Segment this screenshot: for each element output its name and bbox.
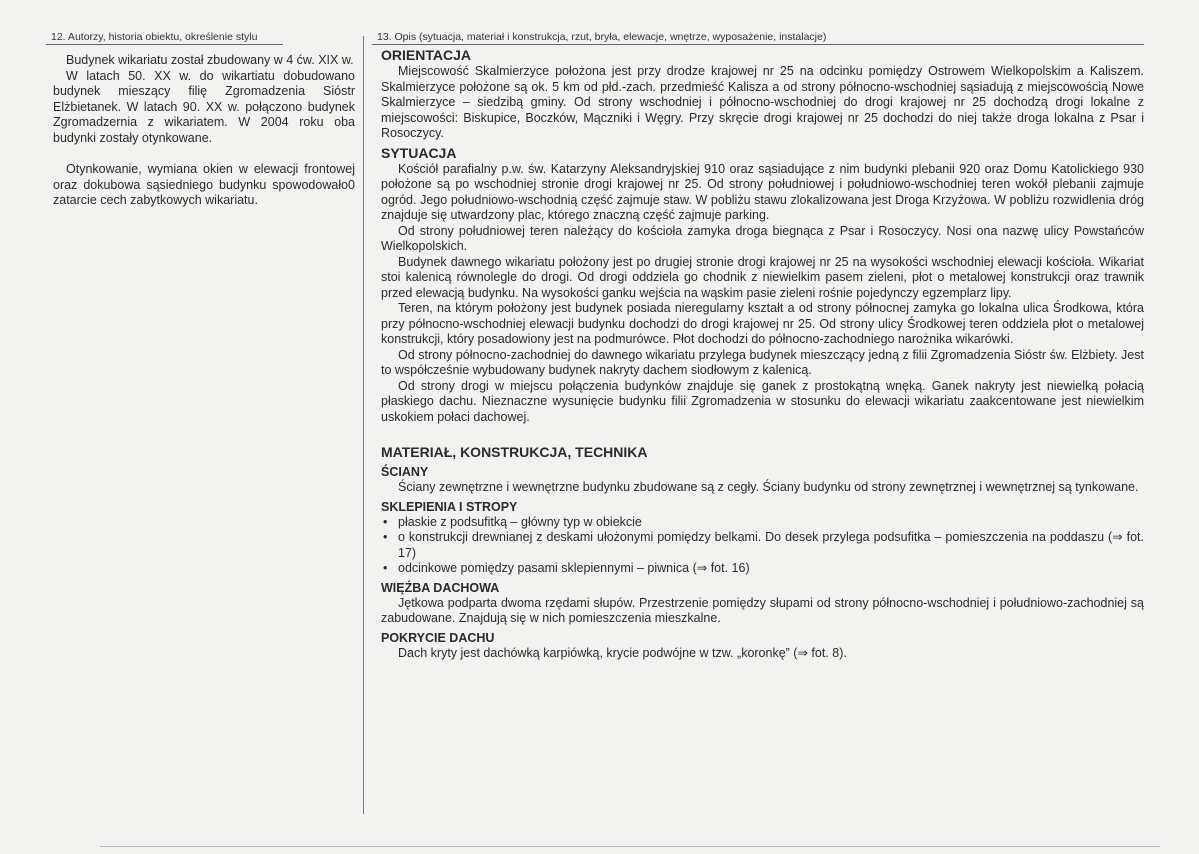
bullet-icon: •: [383, 514, 388, 529]
section-13-header: 13. Opis (sytuacja, materiał i konstrukcja, rzut, bryła, elewacje, wnętrze, wyposażenie, instalacje): [372, 30, 1144, 45]
orientacja-heading: ORIENTACJA: [381, 47, 471, 63]
wiezba-heading: WIĘŹBA DACHOWA: [381, 580, 500, 595]
pokrycie-heading: POKRYCIE DACHU: [381, 630, 495, 645]
bullet-icon: •: [383, 530, 388, 544]
sciany-paragraph: Ściany zewnętrzne i wewnętrzne budynku zbudowane są z cegły. Ściany budynku od strony zewnętrznej i wewnętrznej są tynkowane.: [398, 480, 1139, 494]
left-column: [46, 30, 358, 209]
sytuacja-paragraph: Od strony północno-zachodniej do dawnego wikariatu przylega budynek mieszczący jedną z filii Zgromadzenia Sióstr św. Elżbiety. Jest to współcześnie wybudowany budynek nakryty dachem siodłowym z kalenicą.: [381, 347, 1144, 377]
right-column: [372, 30, 1144, 661]
sytuacja-paragraph: Kościół parafialny p.w. św. Katarzyny Aleksandryjskiej 910 oraz sąsiadujące z nim budynki plebanii 920 oraz Domu Katolickiego 930 położone są po wschodniej stronie drogi krajowej nr 25. Od strony południowej i południowo-wschodniej teren wokół plebanii zajmuje ogród. Jego południowo-wschodnią część zajmuje staw. W pobliżu stawu zlokalizowana jest Droga Krzyżowa. W pobliżu rozwidlenia dróg znajduje się utwardzony plac, którego znaczną część zajmuje parking.: [381, 161, 1144, 222]
list-item: [381, 515, 1144, 531]
bottom-rule: [100, 846, 1160, 847]
section-12-header: 12. Autorzy, historia obiektu, określenie stylu: [46, 30, 283, 45]
sytuacja-paragraph: Teren, na którym położony jest budynek posiada nieregularny kształt a od strony północnej zamyka go lokalna ulica Środkowa, która przy północno-wschodniej elewacji budynku dochodzi do drogi krajowej nr 25. Od strony ulicy Środkowej teren oddziela płot o metalowej konstrukcji, który posadowiony jest na podmurówce. Płot dochodzi do północno-zachodniego narożnika wikarówki.: [381, 301, 1144, 346]
bullet-icon: •: [383, 561, 388, 575]
history-paragraph: Budynek wikariatu został zbudowany w 4 ćw. XIX w.: [66, 53, 354, 67]
sklepienia-list: [381, 515, 1144, 577]
history-text: [46, 53, 355, 209]
history-paragraph: W latach 50. XX w. do wikartiatu dobudowano budynek mieszący filię Zgromadzenia Sióstr Elżbietanek. W latach 90. XX w. połączono budynek Zgromadzernia z wikariatem. W 2004 roku oba budynki zostały otynkowane.: [53, 68, 355, 145]
list-item-text: odcinkowe pomiędzy pasami sklepiennymi – piwnica (⇒ fot. 16): [398, 561, 750, 575]
description-text: [372, 47, 1144, 661]
sytuacja-paragraph: Budynek dawnego wikariatu położony jest po drugiej stronie drogi krajowej nr 25 na wysokości wschodniej elewacji kościoła. Wikariat stoi kalenicą równolegle do drogi. Od drogi oddziela go chodnik z niewielkim pasem zieleni, płot o metalowej konstrukcji oraz trawnik przed elewacją budynku. Na wysokości ganku wejścia na wąskim pasie zieleni rośnie pojedynczy egzemplarz lipy.: [381, 254, 1144, 300]
sklepienia-heading: SKLEPIENIA I STROPY: [381, 499, 518, 514]
history-paragraph: Otynkowanie, wymiana okien w elewacji frontowej oraz dokubowa sąsiedniego budynku spowodowało0 zatarcie cech zabytkowych wikariatu.: [53, 162, 355, 207]
sciany-heading: ŚCIANY: [381, 465, 429, 479]
wiezba-paragraph: Jętkowa podparta dwoma rzędami słupów. Przestrzenie pomiędzy słupami od strony północno-wschodniej i południowo-zachodniej są zabudowane. Znajdują się w nich pomieszczenia mieszkalne.: [381, 595, 1144, 625]
sytuacja-heading: SYTUACJA: [381, 144, 457, 161]
list-item-text: płaskie z podsufitką – główny typ w obiekcie: [398, 514, 642, 529]
sytuacja-paragraph: Od strony drogi w miejscu połączenia budynków znajduje się ganek z prostokątną wnęką. Ganek nakryty jest niewielką połacią płaskiego dachu. Nieznaczne wysunięcie budynku filii Zgromadzenia w stosunku do elewacji wikariatu zaakcentowane jest niewielkim uskokiem połaci dachowej.: [381, 378, 1144, 424]
column-divider: [363, 36, 364, 814]
pokrycie-paragraph: Dach kryty jest dachówką karpiówką, krycie podwójne w tzw. „koronkę” (⇒ fot. 8).: [398, 645, 847, 660]
sytuacja-paragraph: Od strony południowej teren należący do kościoła zamyka droga biegnąca z Psar i Rosoczycy. Nosi ona nazwę ulicy Powstańców Wielkopolskich.: [381, 223, 1144, 253]
list-item: [381, 530, 1144, 561]
material-heading: MATERIAŁ, KONSTRUKCJA, TECHNIKA: [381, 444, 648, 460]
list-item: [381, 561, 1144, 577]
orientacja-paragraph: Miejscowość Skalmierzyce położona jest przy drodze krajowej nr 25 na odcinku pomiędzy Ostrowem Wielkopolskim a Kaliszem. Skalmierzyce położone są ok. 5 km od płd.-zach. przedmieść Kalisza a od strony północno-wschodniej sąsiadują z miejscowością Nowe Skalmierzyce – siedzibą gminy. Od strony wschodniej i północno-wschodniej do drogi krajowej nr 25 dochodzą drogi lokalne z miejscowości: Biskupice, Boczków, Mączniki i Węgry. Przy skręcie drogi krajowej nr 25 dochodzi do niej także droga lokalna z Psar i Rosoczycy.: [381, 64, 1144, 140]
list-item-text: o konstrukcji drewnianej z deskami ułożonymi pomiędzy belkami. Do desek przylega podsufitka – pomieszczenia na poddaszu (⇒ fot. 17): [398, 530, 1144, 560]
